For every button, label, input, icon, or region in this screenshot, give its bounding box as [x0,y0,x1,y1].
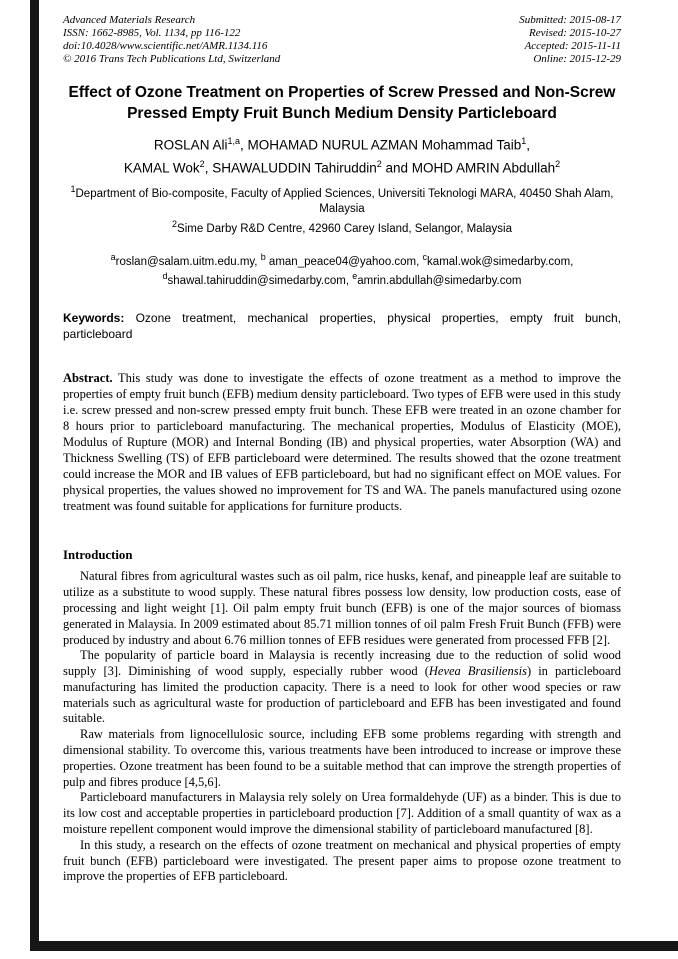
authors-line-1 [63,132,621,155]
email-address: amrin.abdullah@simedarby.com [357,275,522,288]
authors-separator: , [526,137,531,153]
abstract-text: This study was done to investigate the effects of ozone treatment as a method to improve the properties of empty fruit bunch (EFB) medium density particleboard. Two types of EFB were used in this study i.e. screw pressed and non-screw pressed empty fruit bunch. These EFB were treated in an ozone chamber for 8 hours prior to particleboard manufacturing. The mechanical properties, Modulus of Elasticity (MOE), Modulus of Rupture (MOR) and Internal Bonding (IB) and physical properties, water Absorption (WA) and Thickness Swelling (TS) of EFB particleboard were determined. The results showed that the ozone treatment could increase the MOR and IB values of EFB particleboard, but had no significant effect on MOE values. For physical properties, the values showed no improvement for TS and WA. The panels manufactured using ozone treatment was found suitable for applications for furniture products. [63,371,621,514]
accepted-date: Accepted: 2015-11-11 [524,40,621,52]
author-affiliation-sup: 1,a [227,136,240,146]
authors-line-2 [63,155,621,178]
keywords-text: Ozone treatment, mechanical properties, physical properties, empty fruit bunch, particleboard [63,311,621,341]
author-name: , SHAWALUDDIN Tahiruddin [204,160,377,175]
author-name: and MOHD AMRIN Abdullah [381,160,556,175]
affiliation-sup: 2 [172,218,178,229]
introduction-heading: Introduction [63,548,133,563]
paper-title: Effect of Ozone Treatment on Properties of Screw Pressed and Non-Screw Pressed Empty Fruit Bunch Medium Density Particleboard [68,84,616,122]
introduction-body [63,569,621,885]
submission-dates [519,14,621,66]
doi-line: doi:10.4028/www.scientific.net/AMR.1134.116 [63,40,268,52]
keywords-label: Keywords: [63,311,125,326]
emails-block [63,250,621,290]
emails-line-1 [63,250,621,270]
affiliation-text: Sime Darby R&D Centre, 42960 Carey Island, Selangor, Malaysia [177,222,512,235]
email-address: roslan@salam.uitm.edu.my, [115,255,258,268]
copyright-line: © 2016 Trans Tech Publications Ltd, Switzerland [63,53,281,65]
submitted-date: Submitted: 2015-08-17 [519,14,621,26]
intro-paragraph-3: Raw materials from lignocellulosic source, including EFB some problems regarding with strength and dimensional stability. To overcome this, various treatments have been introduced to increase or improve these properties. Ozone treatment has been found to be a suitable method that can improve the strength properties of pulp and fibres produce [4,5,6]. [63,727,621,789]
author-affiliation-sup: 1 [521,136,527,146]
affiliation-1 [63,182,621,217]
email-sup: d [162,271,168,282]
issn-line: ISSN: 1662-8985, Vol. 1134, pp 116-122 [63,27,241,39]
email-address: kamal.wok@simedarby.com, [427,255,574,268]
authors-block [63,132,621,177]
author-name: ROSLAN Ali [153,137,228,153]
author-affiliation-sup: 2 [555,158,561,169]
revised-date: Revised: 2015-10-27 [529,27,621,39]
emails-line-2 [63,269,621,289]
abstract-label: Abstract. [63,371,113,386]
paper-header [63,14,621,66]
email-sup: e [352,271,358,282]
intro-paragraph-2-text: ) in particleboard manufacturing has limited the production capacity. There is a need to look for other wood species or raw materials such as agricultural waste for production of particleboard and EFB has been investigated and found suitable. [63,664,621,726]
email-sup: c [422,251,428,262]
email-address: shawal.tahiruddin@simedarby.com, [167,275,350,288]
affiliations-block [63,182,621,237]
intro-paragraph-2-text: The popularity of particle board in Malaysia is recently increasing due to the reduction of solid wood supply [3]. Diminishing of wood supply, especially rubber wood ( [63,648,621,679]
scan-border-bottom [30,941,678,951]
author-name: , MOHAMAD NURUL AZMAN Mohammad Taib [239,137,522,153]
affiliation-sup: 1 [70,184,76,194]
journal-info [63,14,280,66]
keywords-line [63,311,621,342]
author-affiliation-sup: 2 [376,158,382,169]
online-date: Online: 2015-12-29 [533,53,621,65]
abstract-paragraph [63,370,621,514]
species-name-italic: Hevea Brasiliensis [428,664,527,679]
email-sup: a [110,251,116,262]
journal-name: Advanced Materials Research [63,14,196,26]
email-address: aman_peace04@yahoo.com, [268,255,420,268]
intro-paragraph-4: Particleboard manufacturers in Malaysia rely solely on Urea formaldehyde (UF) as a binder. This is due to its low cost and acceptable properties in particleboard production [7]. Addition of a small quantity of wax as a moisture repellent component would improve the dimensional stability of particleboard manufactured [8]. [63,790,621,837]
author-affiliation-sup: 2 [199,158,205,169]
affiliation-text: Department of Bio-composite, Faculty of Applied Sciences, Universiti Teknologi MARA, 40450 Shah Alam, Malaysia [75,187,614,215]
affiliation-2 [63,217,621,237]
scan-border-left [30,0,39,951]
intro-paragraph-2 [63,648,621,727]
intro-paragraph-5: In this study, a research on the effects of ozone treatment on mechanical and physical properties of empty fruit bunch (EFB) particleboard were investigated. The present paper aims to propose ozone treatment to improve the properties of EFB particleboard. [63,837,621,884]
intro-paragraph-1: Natural fibres from agricultural wastes such as oil palm, rice husks, kenaf, and pineapple leaf are suitable to utilize as a substitute to wood supply. These natural fibres possess low density, low production costs, ease of processing and light weight [1]. Oil palm empty fruit bunch (EFB) is one of the major sources of biomass generated in Malaysia. In 2009 estimated about 85.71 million tonnes of oil palm Fresh Fruit Bunch (FFB) were produced by industry and about 6.76 million tonnes of EFB residues were generated from processed FFB [2]. [63,569,621,647]
email-sup: b [260,251,266,262]
author-name: KAMAL Wok [123,160,200,175]
